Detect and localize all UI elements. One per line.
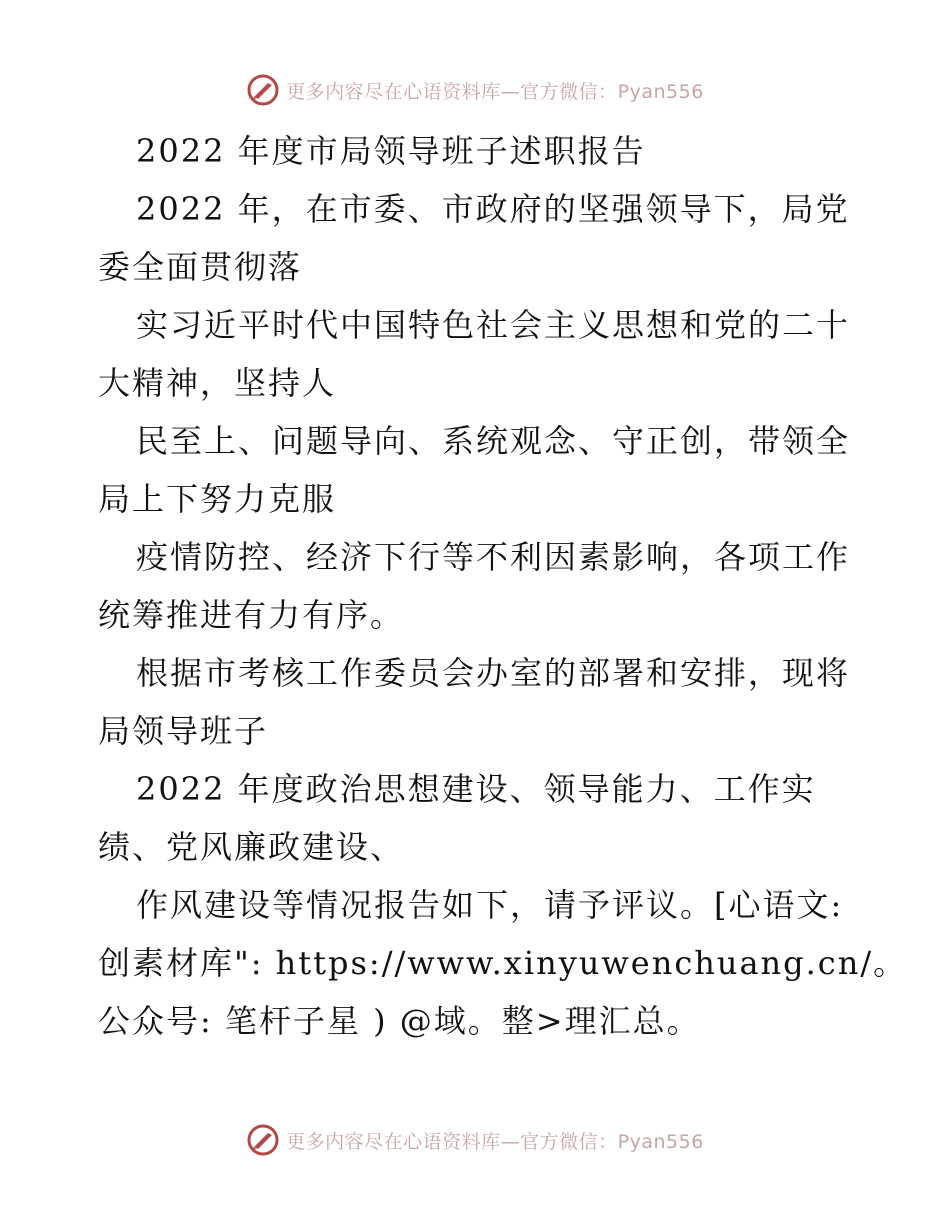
text-line: 疫情防控、经济下行等不利因素影响，各项工作 [136,538,851,576]
text-line: 实习近平时代中国特色社会主义思想和党的二十 [136,306,851,344]
text-line: 民至上、问题导向、系统观念、守正创，带领全 [136,422,851,460]
text-line: 2022 年度政治思想建设、领导能力、工作实 [136,770,816,808]
text-line: 2022 年，在市委、市政府的坚强领导下，局党 [136,190,850,228]
header-watermark [0,70,950,110]
quill-logo-icon [246,1123,280,1157]
footer-watermark [0,1120,950,1160]
text-line: 统筹推进有力有序。 [98,596,405,634]
text-line: 绩、党风廉政建设、 [98,828,405,866]
text-line: 公众号: 笔杆子星 ) @域。整>理汇总。 [98,1002,701,1040]
text-line: 根据市考核工作委员会办室的部署和安排，现将 [136,654,851,692]
document-body [98,122,908,1050]
quill-logo-icon [246,73,280,107]
text-line: 委全面贯彻落 [98,248,303,286]
watermark-text: 更多内容尽在心语资料库—官方微信：Pyan556 [286,1130,704,1153]
text-line: 2022 年度市局领导班子述职报告 [136,132,646,170]
text-line: 作风建设等情况报告如下，请予评议。[心语文: [136,886,844,924]
text-line: 大精神，坚持人 [98,364,337,402]
text-line: 创素材库": https://www.xinyuwenchuang.cn/。 [98,944,908,982]
text-line: 局上下努力克服 [98,480,337,518]
watermark-text: 更多内容尽在心语资料库—官方微信：Pyan556 [286,80,704,103]
text-line: 局领导班子 [98,712,269,750]
